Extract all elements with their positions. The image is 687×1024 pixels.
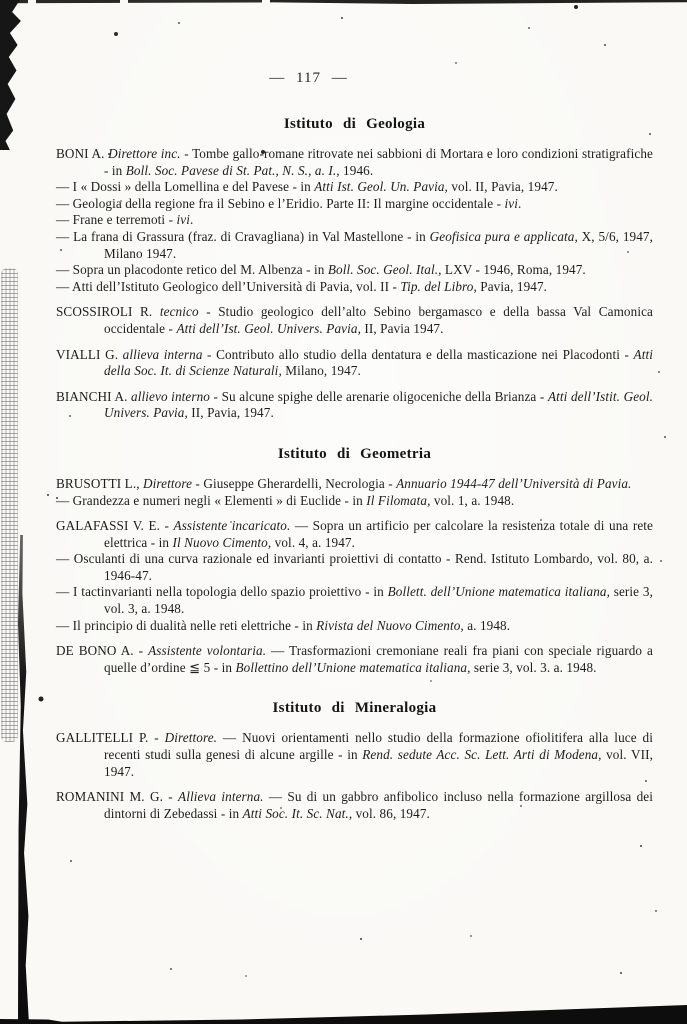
bibliography-entry [56,146,653,179]
entry-text: . [189,212,194,228]
bibliography-entry [56,389,653,422]
entry-text: vol. 1, a. 1948. [430,492,515,508]
bibliography-entry [56,730,653,780]
bibliography-entry [56,476,653,493]
citation-italic-text: allieva interna [122,346,203,362]
bibliography-entry [56,262,653,279]
citation-italic-text: Atti Soc. It. Sc. Nat., [242,805,353,821]
citation-italic-text: Bollettino dell’Unione matematica italiana, [235,659,471,675]
entry-text: 1946. [339,162,374,178]
citation-italic-text: Boll. Soc. Geol. Ital., [327,262,442,278]
entry-text: — La frana di Grassura (fraz. di Cravagliana) in Val Mastellone - in [56,228,430,244]
citation-italic-text: Assistente incaricato. [173,518,291,534]
entry-text: vol. VII, 1947. [104,747,654,779]
entry-text: GALLITELLI P. - [56,730,165,746]
citation-italic-text: Annuario 1944-47 dell’Università di Pavia. [396,475,632,491]
entry-text: SCOSSIROLI R. [56,304,160,320]
entry-text: BIANCHI A. [56,388,132,404]
bibliography-entry [56,279,653,296]
entry-text: vol. II, Pavia, 1947. [447,179,558,195]
entry-text: BRUSOTTI L., [56,475,144,491]
page-number: — 117 — [269,70,348,86]
section-title: Istituto di Mineralogia [272,700,437,717]
entry-text: — Frane e terremoti - [56,212,177,228]
left-ink-streak [18,535,29,1024]
entry-text: — Osculanti di una curva razionale ed invarianti proiettivi di contatto - Rend. Istituto Lombardo, vol. 80, a. 1946-47. [56,551,653,583]
citation-italic-text: Geofisica pura e applicata, [429,228,578,244]
citation-italic-text: Atti Ist. Geol. Un. Pavia, [314,179,448,195]
bibliography-entry [56,212,653,229]
entry-text: — I tactinvarianti nella topologia dello spazio proiettivo - in [56,584,388,600]
bibliography-entry [56,196,653,213]
noise-specks [0,0,2,2]
entry-text: — Atti dell’Istituto Geologico dell’Università di Pavia, vol. II - [56,278,401,294]
binding-texture-mark [1,268,18,742]
entry-text: Pavia, 1947. [476,278,548,294]
entry-text: LXV - 1946, Roma, 1947. [441,262,586,278]
bibliography-entry [56,229,653,262]
citation-italic-text: Rend. sedute Acc. Sc. Lett. Arti di Modena, [362,747,602,763]
entry-text: — Su di un gabbro anfibolico incluso nella formazione argillosa dei dintorni di Zebedassi - in [104,789,653,821]
citation-italic-text: allievo interno [131,388,210,404]
bibliography-section [56,700,653,822]
bibliography-entry [56,551,653,584]
citation-italic-text: Boll. Soc. Pavese di St. Pat., N. S., a. I., [125,162,340,178]
bibliography-entry [56,304,653,337]
entry-text: — Grandezza e numeri negli « Elementi » di Euclide - in [56,492,367,508]
entry-text: serie 3, vol. 3, a. 1948. [104,584,653,617]
entry-text: Milano, 1947. [281,363,361,379]
entry-text: DE BONO A. - [56,643,149,659]
entry-text: vol. 86, 1947. [352,805,430,821]
citation-italic-text: Allieva interna. [178,789,264,805]
entry-text: — Geologia della regione fra il Sebino e l’Eridio. Parte II: Il margine occidentale - [56,195,505,211]
citation-italic-text: Il Filomata, [366,492,431,508]
page-content [56,70,653,822]
bibliography-entry [56,518,653,551]
entry-text: - Contributo allo studio della dentatura e della masticazione nei Placodonti - [202,346,634,362]
entry-text: - Su alcune spighe delle arenarie oligoceniche della Brianza - [209,388,548,404]
bibliography-section [56,116,653,422]
entry-text: — Sopra un placodonte retico del M. Albenza - in [56,262,328,278]
bibliography-entry [56,643,653,676]
citation-italic-text: Il Nuovo Cimento, [172,534,272,550]
bibliography-entry [56,347,653,380]
citation-italic-text: Direttore [143,475,193,491]
section-title: Istituto di Geologia [283,116,426,132]
entry-text: . [518,195,522,211]
entry-text: — Trasformazioni cremoniane reali fra piani con speciale riguardo a quelle d’ordine ≦ 5 - in [104,643,654,675]
citation-italic-text: Direttore. [164,730,218,746]
bibliography-section [56,446,653,677]
citation-italic-text: Direttore inc. [108,146,181,161]
entry-text: GALAFASSI V. E. - [56,518,174,534]
entry-text: vol. 4, a. 1947. [271,534,356,550]
citation-italic-text: ivi [176,212,190,228]
bibliography-entry [56,618,653,635]
citation-italic-text: Rivista del Nuovo Cimento, [316,617,464,633]
citation-italic-text: Atti dell’Ist. Geol. Univers. Pavia, [176,320,361,336]
entry-text: II, Pavia, 1947. [187,405,274,421]
bottom-edge-shadow [0,996,687,1024]
entry-text: — I « Dossi » della Lomellina e del Pavese - in [56,179,315,195]
entry-text: X, 5/6, 1947, Milano 1947. [104,228,654,261]
entry-text: VIALLI G. [56,346,123,362]
section-title: Istituto di Geometria [277,445,432,462]
entry-text: ROMANINI M. G. - [56,789,179,805]
entry-text: - Studio geologico dell’alto Sebino bergamasco e della bassa Val Camonica occidentale - [104,304,653,336]
top-edge-scan-mark [0,0,687,4]
entry-text: II, Pavia 1947. [360,320,444,336]
citation-italic-text: Tip. del Libro, [400,278,477,294]
citation-italic-text: ivi [504,195,518,211]
entry-text: — Nuovi orientamenti nello studio della formazione ofiolitifera alla luce di recenti studi sulla genesi di alcune argille - in [104,730,653,763]
entry-text: — Sopra un artificio per calcolare la resistenza totale di una rete elettrica - in [104,518,653,550]
bibliography-entry [56,493,653,510]
entry-text: — Il principio di dualità nelle reti elettriche - in [56,617,317,633]
citation-italic-text: Bollett. dell’Unione matematica italiana, [387,584,610,600]
citation-italic-text: Atti della Soc. It. di Scienze Naturali, [104,346,653,379]
bibliography-entry [56,179,653,196]
entry-text: - Tombe gallo-romane ritrovate nei sabbioni di Mortara e loro condizioni stratigrafiche - in [104,146,653,178]
entry-text: serie 3, vol. 3. a. 1948. [470,659,597,675]
entry-text: - Giuseppe Gherardelli, Necrologia - [192,475,397,491]
entry-text: BONI A. [56,146,109,161]
citation-italic-text: Assistente volontaria. [148,643,267,659]
bibliography-entry [56,789,653,822]
document-body [56,116,653,822]
bibliography-entry [56,584,653,617]
citation-italic-text: tecnico [159,304,199,320]
entry-text: a. 1948. [463,617,511,633]
citation-italic-text: Atti dell’Istit. Geol. Univers. Pavia, [104,388,654,421]
